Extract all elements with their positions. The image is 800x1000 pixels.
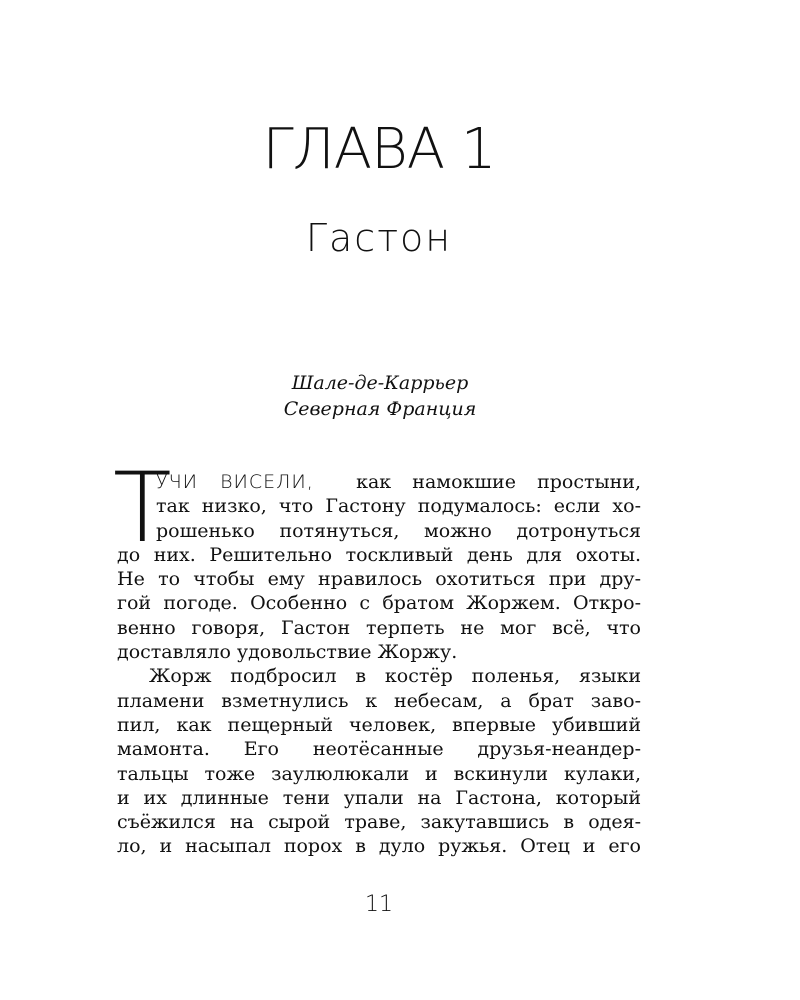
drop-cap: Т [113,452,172,564]
text-line: венно говоря, Гастон терпеть не мог всё, что [117,616,641,639]
text-line: мамонта. Его неотёсанные друзья-неандер- [117,738,641,761]
chapter-name: Гастон [305,216,453,260]
text-line: Жорж подбросил в костёр поленья, языки [149,665,641,688]
text-line: так низко, что Гастону подумалось: если хо- [156,495,641,518]
location-line-1: Шале-де-Каррьер [291,372,469,394]
paragraph-1 [117,470,641,664]
lead-in: УЧИ ВИСЕЛИ, [156,471,314,493]
paragraph-2 [117,664,641,858]
text-line: тальцы тоже заулюлюкали и вскинули кулаки, [117,762,641,785]
text-line: гой погоде. Особенно с братом Жоржем. Откро- [117,592,641,615]
text-line: ло, и насыпал порох в дуло ружья. Отец и его [117,835,641,858]
chapter-title: ГЛАВА 1 [262,117,496,182]
text-line: до них. Решительно тоскливый день для охоты. [117,543,641,566]
text-line [117,470,641,494]
text-line: съёжился на сырой траве, закутавшись в одея- [117,811,641,834]
body-text [113,452,641,859]
text-line: пил, как пещерный человек, впервые убивший [117,713,641,736]
location-heading [0,370,760,422]
text-line: Не то чтобы ему нравилось охотиться при дру- [117,568,641,591]
location-line-2: Северная Франция [283,398,477,420]
text-line: и их длинные тени упали на Гастона, который [117,786,641,809]
page-number: 11 [365,892,393,917]
text-line: доставляло удовольствие Жоржу. [117,641,458,664]
text-line-content: как намокшие простыни, [356,471,641,493]
text-line: рошенько потянуться, можно дотронуться [156,519,641,542]
text-line: пламени взметнулись к небесам, а брат заво- [117,689,641,712]
